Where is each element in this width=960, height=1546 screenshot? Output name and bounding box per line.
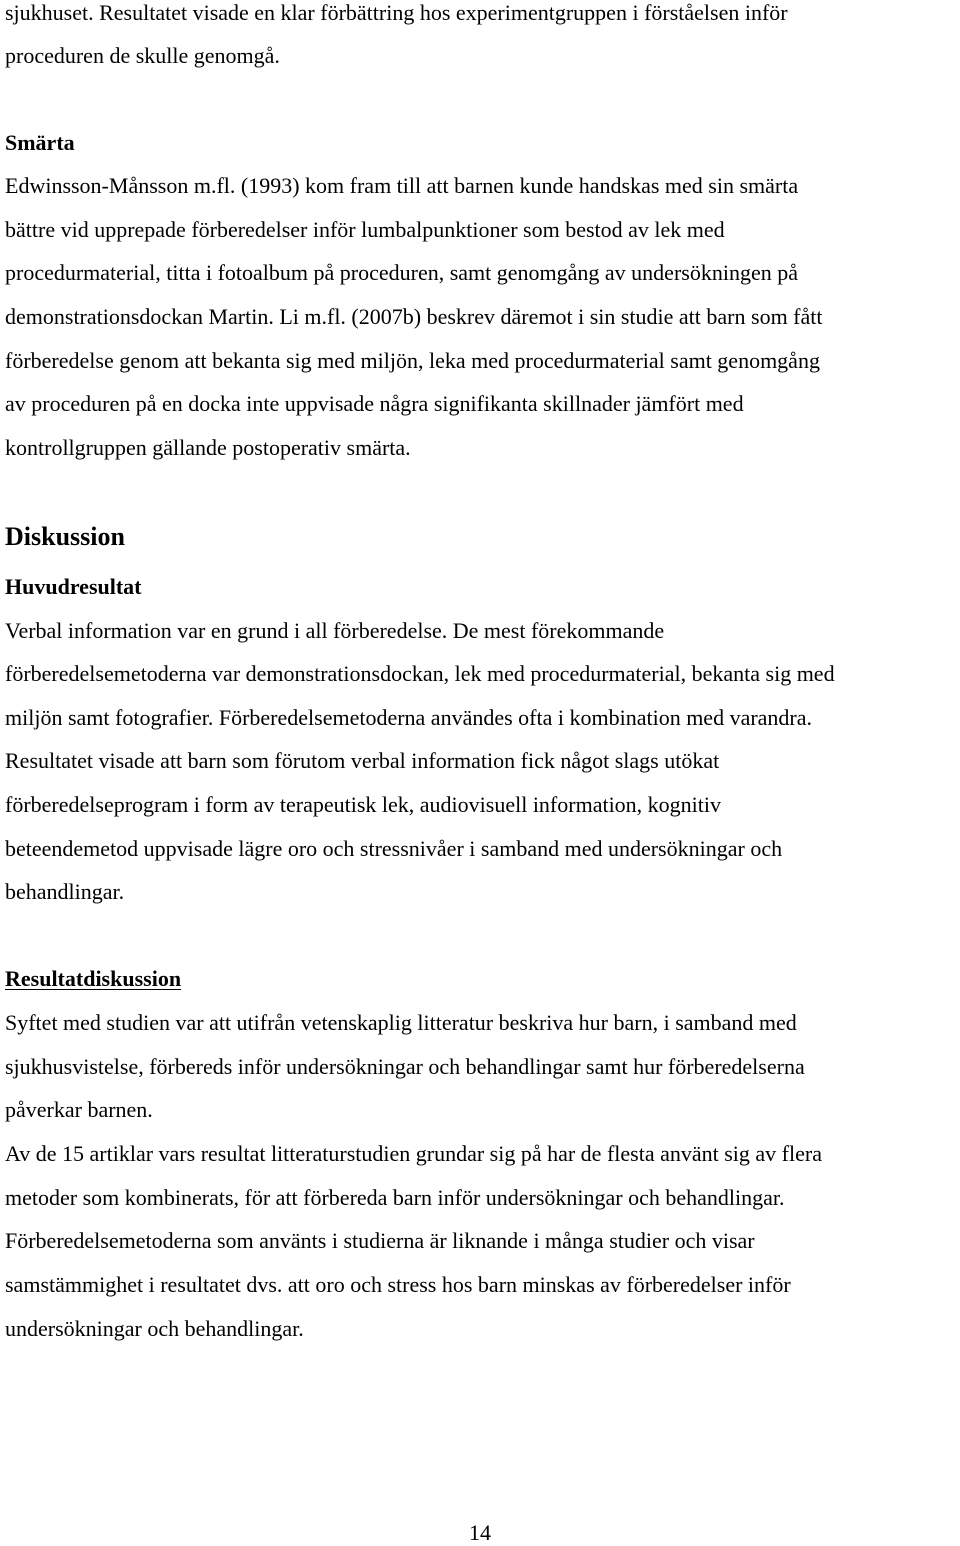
body-text-line: miljön samt fotografier. Förberedelsemetoderna användes ofta i kombination med varandra. [5, 705, 813, 730]
body-text-line: Av de 15 artiklar vars resultat litteraturstudien grundar sig på har de flesta använt sig av flera [5, 1141, 822, 1166]
heading-huvudresultat: Huvudresultat [5, 574, 142, 599]
heading-resultatdiskussion: Resultatdiskussion [5, 966, 182, 991]
body-text-line: förberedelseprogram i form av terapeutisk lek, audiovisuell information, kognitiv [5, 792, 722, 817]
body-text-line: behandlingar. [5, 879, 125, 904]
body-text-line: undersökningar och behandlingar. [5, 1316, 304, 1341]
body-text-line: förberedelsemetoderna var demonstrationsdockan, lek med procedurmaterial, bekanta sig med [5, 661, 835, 686]
body-text-line: av proceduren på en docka inte uppvisade några signifikanta skillnader jämfört med [5, 391, 744, 416]
body-text-line: sjukhuset. Resultatet visade en klar förbättring hos experimentgruppen i förståelsen inför [5, 0, 788, 25]
body-text-line: Verbal information var en grund i all förberedelse. De mest förekommande [5, 618, 665, 643]
body-text-line: kontrollgruppen gällande postoperativ smärta. [5, 435, 411, 460]
body-text-line: proceduren de skulle genomgå. [5, 43, 280, 68]
body-text-line: bättre vid upprepade förberedelser inför lumbalpunktioner som bestod av lek med [5, 217, 725, 242]
body-text-line: metoder som kombinerats, för att förbereda barn inför undersökningar och behandlingar. [5, 1185, 785, 1210]
heading-diskussion: Diskussion [5, 522, 125, 551]
body-text-line: beteendemetod uppvisade lägre oro och stressnivåer i samband med undersökningar och [5, 836, 783, 861]
body-text-line: Edwinsson-Månsson m.fl. (1993) kom fram till att barnen kunde handskas med sin smärta [5, 173, 799, 198]
body-text-line: Syftet med studien var att utifrån vetenskaplig litteratur beskriva hur barn, i samband med [5, 1010, 797, 1035]
body-text-line: sjukhusvistelse, förbereds inför undersökningar och behandlingar samt hur förberedelserna [5, 1054, 805, 1079]
body-text-line: demonstrationsdockan Martin. Li m.fl. (2007b) beskrev däremot i sin studie att barn som fått [5, 304, 823, 329]
body-text-line: förberedelse genom att bekanta sig med miljön, leka med procedurmaterial samt genomgång [5, 348, 820, 373]
body-text-line: påverkar barnen. [5, 1097, 153, 1122]
body-text-line: samstämmighet i resultatet dvs. att oro och stress hos barn minskas av förberedelser inför [5, 1272, 791, 1297]
body-text-line: Förberedelsemetoderna som använts i studierna är liknande i många studier och visar [5, 1228, 755, 1253]
body-text-line: Resultatet visade att barn som förutom verbal information fick något slags utökat [5, 748, 720, 773]
heading-smarta: Smärta [5, 130, 75, 155]
body-text-line: procedurmaterial, titta i fotoalbum på proceduren, samt genomgång av undersökningen på [5, 260, 798, 285]
page-number: 14 [469, 1520, 491, 1545]
